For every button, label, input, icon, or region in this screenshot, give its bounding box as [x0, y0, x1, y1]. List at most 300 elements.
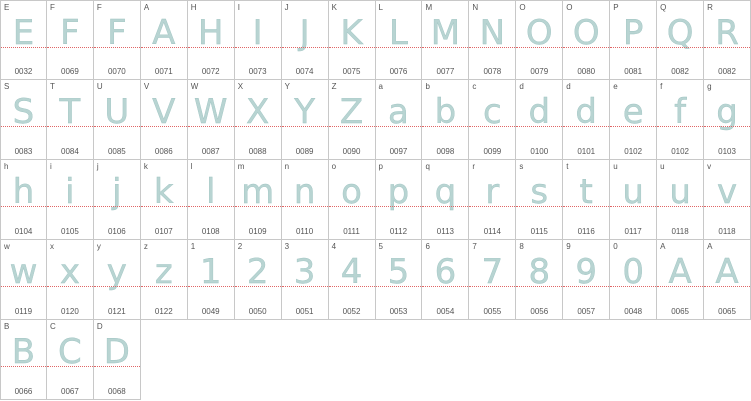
glyph-code-label: 0102: [624, 147, 643, 156]
glyph-char-label: L: [378, 3, 383, 12]
baseline-guide: [657, 126, 703, 127]
baseline-guide: [235, 126, 281, 127]
glyph-preview: z: [154, 252, 173, 292]
glyph-cell[interactable]: [329, 0, 376, 80]
glyph-code-label: 0075: [342, 67, 361, 76]
baseline-guide: [47, 47, 93, 48]
glyph-code-label: 0067: [61, 387, 79, 396]
glyph-preview: 3: [293, 252, 316, 292]
glyph-row: [0, 80, 751, 160]
baseline-guide: [610, 286, 656, 287]
glyph-cell[interactable]: [469, 0, 516, 80]
glyph-code-label: 0048: [624, 307, 643, 316]
baseline-guide: [610, 206, 656, 207]
glyph-cell[interactable]: [94, 240, 141, 320]
baseline-guide: [516, 206, 562, 207]
glyph-char-label: n: [284, 162, 290, 171]
glyph-preview: o: [341, 172, 362, 212]
glyph-char-label: q: [425, 162, 430, 171]
glyph-char-label: 5: [378, 242, 383, 251]
glyph-preview: U: [104, 92, 130, 132]
glyph-cell[interactable]: [422, 160, 469, 240]
glyph-code-label: 0055: [483, 307, 502, 316]
glyph-row: [0, 240, 751, 320]
glyph-cell[interactable]: [610, 240, 657, 320]
glyph-preview: H: [197, 13, 224, 53]
glyph-preview: F: [60, 13, 80, 53]
baseline-guide: [1, 47, 46, 48]
glyph-code-label: 0077: [436, 67, 455, 76]
glyph-preview: m: [241, 172, 275, 212]
glyph-code-label: 0107: [154, 227, 173, 236]
glyph-preview: Z: [339, 92, 364, 132]
glyph-cell[interactable]: [610, 160, 657, 240]
glyph-char-label: X: [237, 82, 244, 91]
glyph-cell[interactable]: [563, 80, 610, 160]
glyph-preview: C: [58, 332, 82, 372]
glyph-cell[interactable]: [235, 160, 282, 240]
glyph-code-label: 0097: [389, 147, 408, 156]
baseline-guide: [704, 286, 750, 287]
baseline-guide: [422, 206, 468, 207]
glyph-code-label: 0079: [530, 67, 549, 76]
baseline-guide: [376, 47, 422, 48]
baseline-guide: [141, 286, 187, 287]
glyph-code-label: 0051: [295, 307, 314, 316]
glyph-char-label: F: [96, 3, 102, 12]
glyph-cell[interactable]: [282, 80, 329, 160]
glyph-cell[interactable]: [0, 160, 47, 240]
baseline-guide: [516, 47, 562, 48]
glyph-char-label: A: [143, 3, 150, 12]
glyph-cell[interactable]: [376, 80, 423, 160]
glyph-preview: 1: [199, 252, 222, 292]
glyph-preview: N: [479, 13, 506, 53]
glyph-preview: r: [485, 172, 500, 212]
glyph-cell[interactable]: [188, 240, 235, 320]
glyph-row: [0, 320, 751, 400]
glyph-cell[interactable]: [47, 80, 94, 160]
glyph-code-label: 0103: [718, 147, 736, 156]
glyph-code-label: 0122: [154, 307, 173, 316]
glyph-code-label: 0076: [389, 67, 408, 76]
baseline-guide: [94, 206, 140, 207]
glyph-preview: Q: [666, 13, 694, 53]
glyph-char-label: Q: [660, 3, 667, 12]
baseline-guide: [1, 286, 46, 287]
glyph-code-label: 0070: [107, 67, 126, 76]
baseline-guide: [47, 286, 93, 287]
glyph-char-label: 1: [190, 242, 196, 251]
glyph-preview: S: [12, 92, 35, 132]
glyph-code-label: 0071: [154, 67, 173, 76]
glyph-char-label: K: [331, 3, 337, 12]
baseline-guide: [563, 47, 609, 48]
baseline-guide: [704, 206, 750, 207]
glyph-char-label: I: [237, 3, 240, 12]
glyph-cell[interactable]: [94, 320, 141, 400]
glyph-cell[interactable]: [657, 0, 704, 80]
glyph-char-label: 9: [566, 242, 571, 251]
glyph-code-label: 0113: [436, 227, 454, 236]
glyph-char-label: W: [190, 82, 199, 91]
glyph-char-label: u: [660, 162, 665, 171]
baseline-guide: [188, 126, 234, 127]
glyph-code-label: 0069: [61, 67, 79, 76]
glyph-code-label: 0084: [61, 147, 79, 156]
glyph-preview: u: [622, 172, 644, 212]
glyph-preview: i: [65, 172, 75, 212]
glyph-code-label: 0054: [436, 307, 455, 316]
glyph-code-label: 0049: [201, 307, 220, 316]
glyph-char-label: 2: [237, 242, 243, 251]
glyph-preview: 7: [481, 252, 504, 292]
glyph-preview: s: [530, 172, 549, 212]
glyph-code-label: 0081: [624, 67, 643, 76]
glyph-cell[interactable]: [47, 240, 94, 320]
glyph-char-label: Y: [284, 82, 290, 91]
glyph-preview: d: [575, 92, 598, 132]
glyph-preview: Y: [294, 92, 315, 132]
glyph-cell[interactable]: [376, 160, 423, 240]
glyph-code-label: 0090: [342, 147, 361, 156]
glyph-code-label: 0119: [14, 307, 33, 316]
glyph-cell[interactable]: [657, 240, 704, 320]
glyph-preview: O: [572, 13, 600, 53]
glyph-code-label: 0053: [389, 307, 408, 316]
glyph-cell[interactable]: [563, 160, 610, 240]
glyph-code-label: 0116: [577, 227, 595, 236]
glyph-char-label: e: [613, 82, 618, 91]
glyph-cell[interactable]: [235, 0, 282, 80]
baseline-guide: [563, 206, 609, 207]
glyph-cell[interactable]: [235, 240, 282, 320]
glyph-cell[interactable]: [94, 160, 141, 240]
glyph-cell[interactable]: [282, 240, 329, 320]
baseline-guide: [282, 126, 328, 127]
glyph-cell[interactable]: [704, 0, 751, 80]
glyph-cell[interactable]: [282, 160, 329, 240]
glyph-preview: 2: [246, 252, 269, 292]
glyph-char-label: r: [472, 162, 476, 171]
glyph-char-label: m: [237, 162, 245, 171]
glyph-char-label: A: [660, 242, 666, 251]
glyph-preview: n: [293, 172, 316, 212]
glyph-char-label: O: [519, 3, 526, 12]
baseline-guide: [188, 286, 234, 287]
glyph-cell[interactable]: [516, 0, 563, 80]
glyph-preview: 9: [575, 252, 598, 292]
glyph-preview: g: [716, 92, 738, 132]
glyph-code-label: 0108: [201, 227, 220, 236]
glyph-char-label: h: [4, 162, 9, 171]
baseline-guide: [563, 286, 609, 287]
glyph-cell[interactable]: [0, 80, 47, 160]
glyph-char-label: N: [472, 3, 479, 12]
glyph-code-label: 0056: [530, 307, 549, 316]
baseline-guide: [610, 126, 656, 127]
glyph-cell[interactable]: [422, 80, 469, 160]
glyph-char-label: E: [4, 3, 10, 12]
glyph-preview: 4: [340, 252, 363, 292]
glyph-cell[interactable]: [704, 80, 751, 160]
glyph-preview: c: [482, 92, 502, 132]
baseline-guide: [657, 206, 703, 207]
glyph-row: [0, 0, 751, 80]
glyph-cell[interactable]: [0, 0, 47, 80]
glyph-code-label: 0118: [671, 227, 689, 236]
glyph-cell[interactable]: [469, 160, 516, 240]
glyph-code-label: 0057: [577, 307, 596, 316]
glyph-char-label: R: [707, 3, 713, 12]
baseline-guide: [141, 206, 187, 207]
glyph-cell[interactable]: [47, 320, 94, 400]
glyph-cell[interactable]: [282, 0, 329, 80]
glyph-preview: X: [246, 92, 270, 132]
glyph-code-label: 0110: [295, 227, 314, 236]
glyph-cell[interactable]: [704, 240, 751, 320]
glyph-cell[interactable]: [141, 0, 188, 80]
baseline-guide: [516, 126, 562, 127]
glyph-cell[interactable]: [422, 240, 469, 320]
glyph-char-label: 8: [519, 242, 524, 251]
glyph-cell[interactable]: [469, 80, 516, 160]
glyph-code-label: 0121: [107, 307, 126, 316]
glyph-cell[interactable]: [516, 240, 563, 320]
glyph-char-label: 6: [425, 242, 430, 251]
glyph-cell[interactable]: [188, 0, 235, 80]
glyph-cell[interactable]: [704, 160, 751, 240]
baseline-guide: [422, 286, 468, 287]
glyph-code-label: 0068: [107, 387, 126, 396]
baseline-guide: [282, 47, 328, 48]
glyph-char-label: J: [284, 3, 289, 12]
glyph-cell[interactable]: [469, 240, 516, 320]
glyph-cell[interactable]: [141, 160, 188, 240]
glyph-cell[interactable]: [235, 80, 282, 160]
glyph-code-label: 0086: [154, 147, 173, 156]
glyph-preview: J: [299, 13, 310, 53]
glyph-code-label: 0104: [14, 227, 33, 236]
glyph-code-label: 0065: [671, 307, 689, 316]
baseline-guide: [329, 47, 375, 48]
glyph-char-label: P: [613, 3, 619, 12]
glyph-cell[interactable]: [329, 80, 376, 160]
glyph-char-label: A: [707, 242, 713, 251]
baseline-guide: [563, 126, 609, 127]
glyph-preview: A: [152, 13, 176, 53]
glyph-char-label: M: [425, 3, 433, 12]
glyph-char-label: l: [190, 162, 193, 171]
glyph-code-label: 0083: [14, 147, 33, 156]
glyph-preview: T: [59, 92, 81, 132]
glyph-char-label: u: [613, 162, 618, 171]
glyph-preview: V: [152, 92, 176, 132]
glyph-code-label: 0072: [201, 67, 220, 76]
glyph-preview: A: [715, 252, 739, 292]
glyph-preview: a: [388, 92, 409, 132]
glyph-preview: l: [205, 172, 216, 212]
glyph-code-label: 0082: [671, 67, 689, 76]
baseline-guide: [94, 126, 140, 127]
baseline-guide: [704, 47, 750, 48]
glyph-char-label: x: [49, 242, 54, 251]
glyph-code-label: 0073: [248, 67, 267, 76]
glyph-char-label: V: [143, 82, 150, 91]
glyph-preview: h: [12, 172, 35, 212]
baseline-guide: [1, 206, 46, 207]
glyph-cell[interactable]: [563, 240, 610, 320]
glyph-cell[interactable]: [376, 0, 423, 80]
glyph-char-label: d: [519, 82, 524, 91]
baseline-guide: [704, 126, 750, 127]
glyph-cell[interactable]: [610, 80, 657, 160]
glyph-code-label: 0074: [295, 67, 314, 76]
glyph-code-label: 0082: [718, 67, 736, 76]
glyph-preview: D: [103, 332, 130, 372]
glyph-cell[interactable]: [0, 240, 47, 320]
baseline-guide: [422, 126, 468, 127]
baseline-guide: [235, 47, 281, 48]
glyph-cell[interactable]: [516, 160, 563, 240]
glyph-char-label: F: [49, 3, 55, 12]
glyph-preview: 8: [528, 252, 551, 292]
glyph-code-label: 0099: [483, 147, 502, 156]
glyph-char-label: H: [190, 3, 197, 12]
glyph-char-label: c: [472, 82, 477, 91]
glyph-code-label: 0101: [577, 147, 596, 156]
glyph-preview: w: [9, 252, 38, 292]
glyph-preview: e: [622, 92, 644, 132]
glyph-preview: v: [716, 172, 738, 212]
glyph-cell[interactable]: [422, 0, 469, 80]
glyph-code-label: 0111: [343, 227, 360, 236]
glyph-code-label: 0085: [107, 147, 126, 156]
baseline-guide: [657, 286, 703, 287]
baseline-guide: [141, 126, 187, 127]
glyph-code-label: 0117: [624, 227, 642, 236]
baseline-guide: [1, 126, 46, 127]
glyph-char-label: o: [331, 162, 337, 171]
glyph-code-label: 0052: [342, 307, 361, 316]
glyph-cell[interactable]: [94, 80, 141, 160]
glyph-code-label: 0105: [61, 227, 79, 236]
glyph-code-label: 0114: [483, 227, 501, 236]
glyph-preview: x: [59, 252, 80, 292]
glyph-cell[interactable]: [188, 80, 235, 160]
baseline-guide: [610, 47, 656, 48]
baseline-guide: [469, 47, 515, 48]
glyph-code-label: 0089: [295, 147, 314, 156]
glyph-char-label: 7: [472, 242, 477, 251]
glyph-cell[interactable]: [188, 160, 235, 240]
glyph-cell[interactable]: [329, 160, 376, 240]
baseline-guide: [282, 206, 328, 207]
glyph-cell[interactable]: [141, 80, 188, 160]
baseline-guide: [188, 206, 234, 207]
glyph-char-label: g: [707, 82, 712, 91]
glyph-cell[interactable]: [610, 0, 657, 80]
glyph-row: [0, 160, 751, 240]
glyph-preview: O: [525, 13, 553, 53]
baseline-guide: [235, 286, 281, 287]
glyph-code-label: 0098: [436, 147, 455, 156]
baseline-guide: [516, 286, 562, 287]
glyph-preview: 0: [622, 252, 644, 292]
glyph-char-label: s: [519, 162, 524, 171]
baseline-guide: [94, 366, 140, 367]
glyph-cell[interactable]: [563, 0, 610, 80]
baseline-guide: [376, 206, 422, 207]
glyph-char-label: 4: [331, 242, 337, 251]
glyph-cell[interactable]: [657, 160, 704, 240]
glyph-char-label: d: [566, 82, 571, 91]
baseline-guide: [282, 286, 328, 287]
glyph-cell[interactable]: [94, 0, 141, 80]
glyph-cell[interactable]: [657, 80, 704, 160]
glyph-preview: j: [112, 172, 122, 212]
baseline-guide: [47, 126, 93, 127]
glyph-preview: t: [579, 172, 593, 212]
glyph-code-label: 0109: [248, 227, 267, 236]
glyph-code-label: 0066: [14, 387, 33, 396]
glyph-cell[interactable]: [47, 0, 94, 80]
baseline-guide: [422, 47, 468, 48]
glyph-code-label: 0100: [530, 147, 549, 156]
glyph-cell[interactable]: [141, 240, 188, 320]
glyph-char-label: U: [96, 82, 103, 91]
glyph-code-label: 0118: [718, 227, 736, 236]
glyph-cell[interactable]: [516, 80, 563, 160]
glyph-char-label: C: [49, 322, 56, 331]
glyph-preview: 6: [434, 252, 457, 292]
glyph-char-label: 3: [284, 242, 290, 251]
glyph-code-label: 0106: [107, 227, 126, 236]
glyph-preview: A: [668, 252, 692, 292]
glyph-char-label: z: [143, 242, 148, 251]
glyph-preview: b: [434, 92, 457, 132]
glyph-code-label: 0087: [201, 147, 220, 156]
glyph-code-label: 0032: [14, 67, 33, 76]
glyph-preview: p: [387, 172, 410, 212]
glyph-char-label: S: [4, 82, 10, 91]
baseline-guide: [469, 286, 515, 287]
glyph-preview: u: [669, 172, 691, 212]
baseline-guide: [141, 47, 187, 48]
glyph-code-label: 0102: [671, 147, 689, 156]
glyph-cell[interactable]: [47, 160, 94, 240]
glyph-char-label: i: [49, 162, 52, 171]
baseline-guide: [188, 47, 234, 48]
glyph-preview: W: [193, 92, 228, 132]
glyph-preview: K: [340, 13, 363, 53]
glyph-cell[interactable]: [376, 240, 423, 320]
glyph-char-label: O: [566, 3, 573, 12]
glyph-char-label: v: [707, 162, 712, 171]
glyph-preview: M: [430, 13, 461, 53]
glyph-cell[interactable]: [329, 240, 376, 320]
glyph-char-label: T: [49, 82, 55, 91]
baseline-guide: [376, 126, 422, 127]
glyph-char-label: 0: [613, 242, 618, 251]
glyph-preview: 5: [387, 252, 410, 292]
glyph-char-label: f: [660, 82, 663, 91]
glyph-preview: P: [622, 13, 644, 53]
baseline-guide: [329, 286, 375, 287]
baseline-guide: [235, 206, 281, 207]
glyph-char-label: j: [96, 162, 99, 171]
glyph-cell[interactable]: [0, 320, 47, 400]
